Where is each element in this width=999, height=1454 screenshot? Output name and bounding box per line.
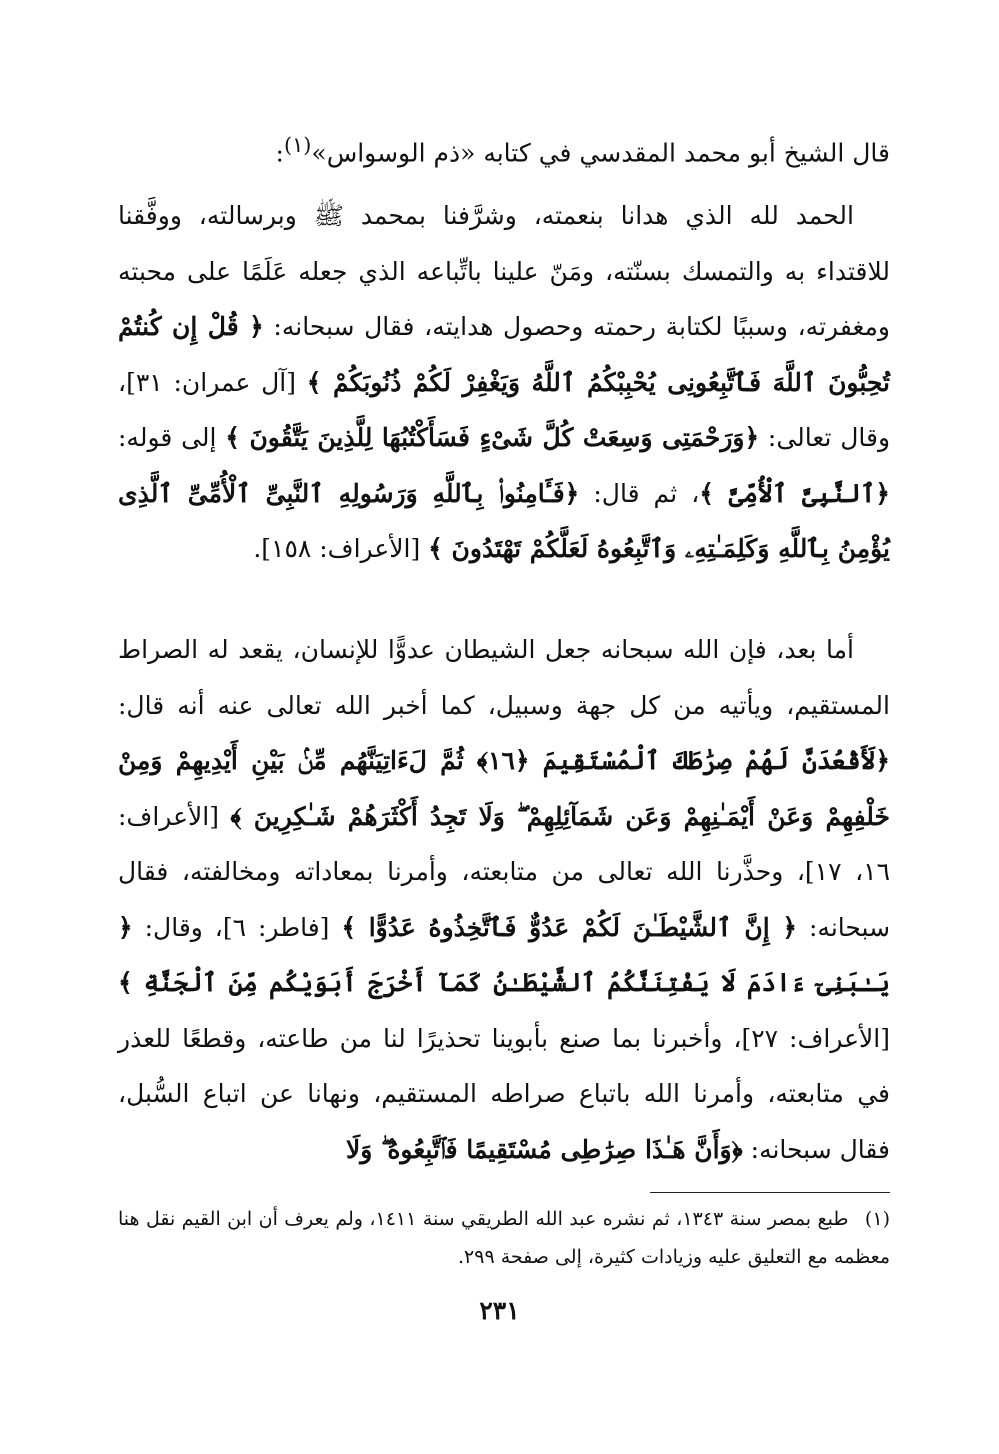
footnote-text: طبع بمصر سنة ١٣٤٣، ثم نشره عبد الله الطريقي سنة ١٤١١، ولم يعرف أن ابن القيم نقل هنا معظمه مع التعليق عليه وزيادات كثيرة، إلى صفحة ٢٩٩.: [118, 1208, 890, 1268]
quran-verse-al-araf-157: ﴿ٱلنَّبِىَّ ٱلْأُمِّىَّ ﴾: [699, 478, 890, 508]
paragraph-1-text-3: إلى قوله:: [118, 423, 217, 452]
footnote: [118, 1200, 890, 1276]
heading-text: قال الشيخ أبو محمد المقدسي في كتابه «ذم الوسواس»: [311, 138, 890, 168]
quran-verse-al-imran-31: ﴿ قُلْ إِن كُنتُمْ تُحِبُّونَ ٱللَّهَ فَٱتَّبِعُونِى يُحْبِبْكُمُ ٱللَّهُ وَيَغْفِرْ لَكُمْ ذُنُوبَكُمْ ﴾: [118, 312, 890, 397]
quran-verse-fatir-6: ﴿ إِنَّ ٱلشَّيْطَـٰنَ لَكُمْ عَدُوٌّ فَٱتَّخِذُوهُ عَدُوًّا ﴾: [341, 912, 798, 942]
page-number: ٢٣١: [479, 1296, 520, 1325]
quran-verse-al-araf-158: ﴿فَـَٔامِنُوا۟ بِٱللَّهِ وَرَسُولِهِ ٱلنَّبِىِّ ٱلْأُمِّىِّ ٱلَّذِى يُؤْمِنُ بِٱللَّهِ وَكَلِمَـٰتِهِۦ وَٱتَّبِعُوهُ لَعَلَّكُمْ تَهْتَدُونَ ﴾: [118, 478, 890, 563]
quran-verse-al-araf-16-17: ﴿لَأَقْعُدَنَّ لَهُمْ صِرَٰطَكَ ٱلْمُسْتَقِيمَ ﴿١٦﴾ ثُمَّ لَءَاتِيَنَّهُم مِّنۢ بَيْنِ أَيْدِيهِمْ وَمِنْ خَلْفِهِمْ وَعَنْ أَيْمَـٰنِهِمْ وَعَن شَمَآئِلِهِمْ ۖ وَلَا تَجِدُ أَكْثَرَهُمْ شَـٰكِرِينَ ﴾: [118, 746, 890, 831]
quran-verse-al-anam-153: ﴿وَأَنَّ هَـٰذَا صِرَٰطِى مُسْتَقِيمًا فَٱتَّبِعُوهُ ۖ وَلَا: [346, 1134, 743, 1164]
paragraph-2-text-4: [الأعراف: ٢٧]، وأخبرنا بما صنع بأبوينا تحذيرًا لنا من طاعته، وقطعًا للعذر في متابعته، وأمرنا الله باتباع صراطه المستقيم، ونهانا عن اتباع السُّبل، فقال سبحانه:: [118, 1023, 890, 1164]
paragraph-1-text-1: الحمد لله الذي هدانا بنعمته، وشرَّفنا بمحمد ﷺ وبرسالته، ووفَّقنا للاقتداء به والتمسك بسنّته، ومَنّ علينا باتِّباعه الذي جعله عَلَمًا على محبته ومغفرته، وسببًا لكتابة رحمته وحصول هدايته، فقال سبحانه:: [118, 201, 891, 341]
paragraph-1: [118, 188, 890, 577]
paragraph-2-text-2: [الأعراف: ١٦، ١٧]، وحذَّرنا الله تعالى من متابعته، وأمرنا بمعاداته ومخالفته، فقال سبحانه:: [118, 801, 891, 942]
paragraph-2-text-1: أما بعد، فإن الله سبحانه جعل الشيطان عدوًّا للإنسان، يقعد له الصراط المستقيم، ويأتيه من كل جهة وسبيل، كما أخبر الله تعالى عنه أنه قال:: [118, 635, 890, 720]
footnote-divider: [650, 1192, 890, 1193]
heading-colon: :: [275, 138, 284, 168]
section-heading: [118, 118, 890, 180]
paragraph-1-text-5: [الأعراف: ١٥٨].: [253, 534, 421, 563]
footnote-marker: (١): [864, 1208, 890, 1230]
quran-verse-al-araf-156: ﴿وَرَحْمَتِى وَسِعَتْ كُلَّ شَىْءٍ فَسَأَكْتُبُهَا لِلَّذِينَ يَتَّقُونَ ﴾: [225, 423, 760, 452]
paragraph-2-text-3: [فاطر: ٦]، وقال:: [144, 912, 330, 942]
quran-verse-al-araf-27: ﴿ يَـٰبَنِىٓ ءَادَمَ لَا يَفْتِنَنَّكُمُ ٱلشَّيْطَـٰنُ كَمَآ أَخْرَجَ أَبَوَيْكُم مِّنَ ٱلْجَنَّةِ ﴾: [118, 912, 890, 997]
paragraph-2: [118, 622, 890, 1177]
paragraph-1-text-2: [آل عمران: ٣١]، وقال تعالى:: [118, 367, 891, 452]
footnote-reference[interactable]: (١): [283, 133, 312, 157]
paragraph-1-text-4: ، ثم قال:: [593, 478, 700, 508]
